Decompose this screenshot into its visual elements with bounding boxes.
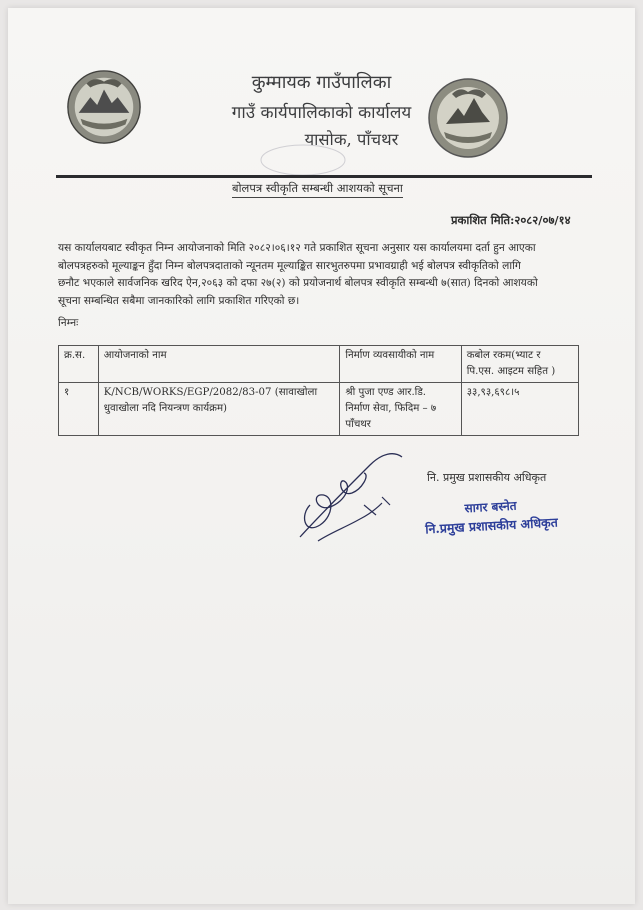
row-amount: ३३,९३,६९८।५ [461, 383, 578, 436]
row-serial: १ [59, 383, 99, 436]
office-location: यासोक, पाँचथर [304, 130, 399, 149]
row-contractor-line1: श्री पुजा एण्ड आर.डि. [345, 387, 427, 398]
notice-paper [8, 8, 635, 904]
office-subtitle: गाउँ कार्यपालिकाको कार्यालय [231, 103, 412, 123]
body-line: बोलपत्रहरुको मूल्याङ्कन हुँदा निम्न बोलपत्रदाताको न्यूनतम मूल्याङ्कित सारभुतरुपमा प्रभावग्राही भई बोलपत्र स्वीकृतिको लागि [58, 259, 521, 272]
body-line: छनौट भएकाले सार्वजनिक खरिद ऐन,२०६३ को दफा २७(२) को प्रयोजनार्थ बोलपत्र स्वीकृति सम्बन्धी ७(सात) दिनको आशयको [58, 277, 538, 290]
row-contractor [340, 383, 461, 436]
officer-stamp [405, 494, 577, 539]
stamp-role: नि.प्रमुख प्रशासकीय अधिकृत [424, 514, 559, 537]
notice-subject: बोलपत्र स्वीकृति सम्बन्धी आशयको सूचना [232, 181, 403, 198]
notice-body [58, 240, 588, 310]
stamp-name: सागर बस्नेत [464, 498, 517, 516]
header-divider [56, 175, 592, 178]
row-contractor-line2: निर्माण सेवा, फिदिम – ७ [345, 403, 437, 414]
header-amount-line2: पि.एस. आइटम सहित ) [466, 366, 556, 377]
officer-title: नि. प्रमुख प्रशासकीय अधिकृत [427, 471, 547, 484]
header-amount [461, 346, 578, 383]
office-name: कुम्मायक गाउँपालिका [251, 72, 392, 93]
table-row [59, 383, 579, 436]
body-line: सूचना सम्बन्धित सबैमा जानकारिको लागि प्रकाशित गरिएको छ। [58, 294, 300, 307]
header-serial: क्र.स. [59, 346, 99, 383]
row-project [98, 383, 340, 436]
following-label: निम्नः [58, 317, 79, 329]
row-project-line2: धुवाखोला नदि नियन्त्रण कार्यक्रम) [103, 403, 228, 414]
award-table [58, 345, 579, 436]
published-date: प्रकाशित मिति:२०८२/०७/१४ [451, 213, 571, 227]
header-amount-line1: कबोल रकम(भ्याट र [466, 350, 541, 361]
table-header-row [59, 346, 579, 383]
header-project: आयोजनाको नाम [98, 346, 340, 383]
row-project-line1: K/NCB/WORKS/EGP/2082/83-07 (सावाखोला [103, 387, 318, 398]
header-contractor: निर्माण व्यवसायीको नाम [340, 346, 461, 383]
row-contractor-line3: पाँचथर [345, 419, 371, 430]
signature-icon [290, 445, 420, 555]
body-line: यस कार्यालयबाट स्वीकृत निम्न आयोजनाको मिति २०८२।०६।१२ गते प्रकाशित सूचना अनुसार यस कार्यालयमा दर्ता हुन आएका [58, 242, 536, 254]
